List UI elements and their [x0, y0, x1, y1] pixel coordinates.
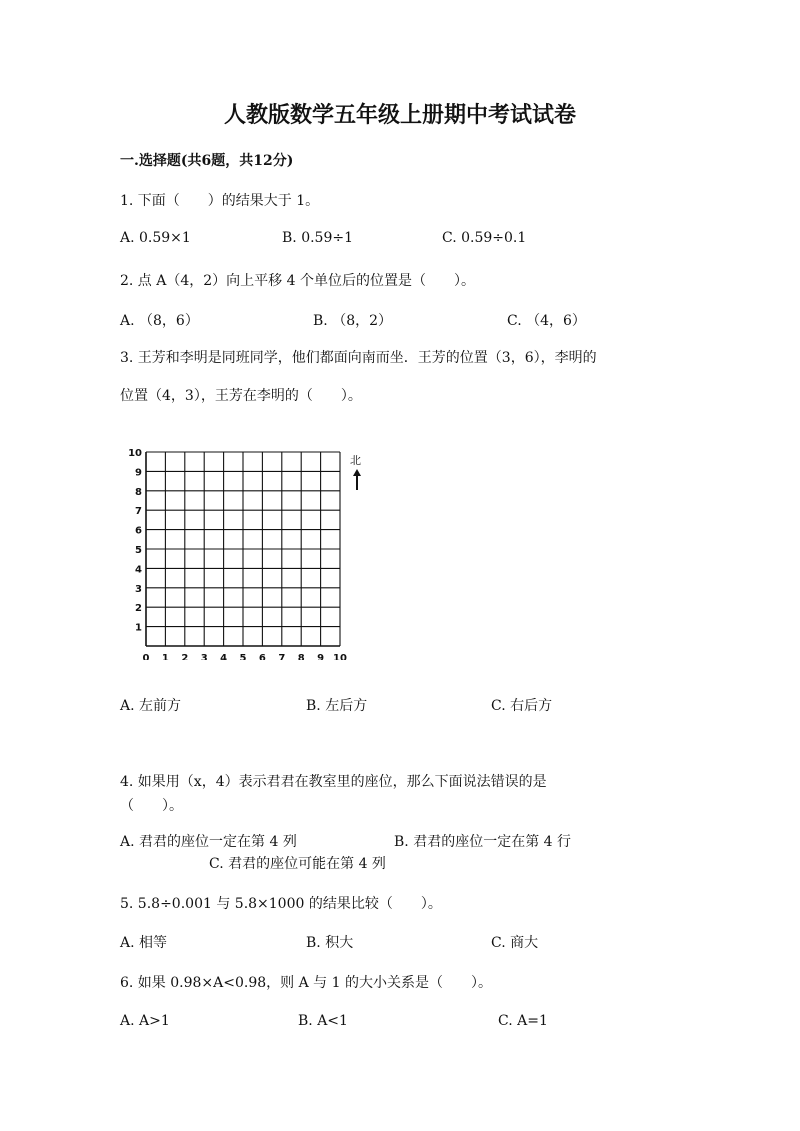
coordinate-grid: [120, 440, 380, 660]
question-6: 6. 如果 0.98×A<0.98，则 A 与 1 的大小关系是（ ）。: [120, 975, 492, 991]
section-heading: 一.选择题(共6题，共12分): [120, 153, 294, 169]
y-tick-label: 10: [128, 448, 142, 459]
q3-option-a[interactable]: A. 左前方: [120, 698, 182, 714]
q6-option-c[interactable]: C. A=1: [498, 1013, 548, 1029]
question-3-line-2: 位置（4，3），王芳在李明的（ ）。: [120, 388, 362, 404]
q4-option-a[interactable]: A. 君君的座位一定在第 4 列: [120, 834, 297, 850]
x-tick-label: 7: [278, 653, 286, 660]
y-tick-label: 9: [135, 467, 142, 479]
q2-option-c[interactable]: C. （4，6）: [507, 313, 586, 329]
q5-option-a[interactable]: A. 相等: [120, 935, 168, 951]
question-3-line-1: 3. 王芳和李明是同班同学，他们都面向南而坐．王芳的位置（3，6），李明的: [120, 350, 597, 366]
q2-option-b[interactable]: B. （8，2）: [313, 313, 393, 329]
grid-lines: [146, 452, 340, 646]
q3-option-c[interactable]: C. 右后方: [491, 698, 553, 714]
x-tick-label: 9: [317, 653, 325, 660]
y-tick-label: 8: [135, 486, 142, 498]
x-tick-label: 10: [333, 653, 347, 660]
q5-option-c[interactable]: C. 商大: [491, 935, 539, 951]
x-tick-label: 0: [142, 653, 150, 660]
y-tick-label: 3: [135, 583, 142, 595]
x-tick-label: 8: [297, 653, 305, 660]
question-1: 1. 下面（ ）的结果大于 1。: [120, 193, 320, 209]
x-tick-label: 2: [181, 653, 189, 660]
q6-option-a[interactable]: A. A>1: [120, 1013, 170, 1029]
y-tick-label: 5: [135, 545, 142, 556]
q4-option-c[interactable]: C. 君君的座位可能在第 4 列: [209, 856, 386, 872]
q2-option-a[interactable]: A. （8，6）: [120, 313, 199, 329]
x-tick-label: 3: [200, 653, 208, 660]
question-4-line-1: 4. 如果用（x，4）表示君君在教室里的座位，那么下面说法错误的是: [120, 774, 547, 790]
q3-option-b[interactable]: B. 左后方: [306, 698, 368, 714]
x-tick-label: 5: [239, 653, 247, 660]
q5-option-b[interactable]: B. 积大: [306, 935, 354, 951]
question-2: 2. 点 A（4，2）向上平移 4 个单位后的位置是（ ）。: [120, 273, 475, 289]
page-title: 人教版数学五年级上册期中考试试卷: [223, 102, 576, 128]
q1-option-a[interactable]: A. 0.59×1: [120, 230, 191, 246]
y-tick-label: 1: [135, 622, 142, 634]
q1-option-c[interactable]: C. 0.59÷0.1: [442, 230, 527, 246]
y-tick-label: 6: [135, 525, 142, 537]
q6-option-b[interactable]: B. A<1: [298, 1013, 348, 1029]
north-arrow-icon: [353, 469, 361, 490]
grid-labels: [128, 448, 347, 660]
question-4-line-2: （ ）。: [120, 798, 183, 814]
north-label: 北: [350, 454, 361, 467]
question-5: 5. 5.8÷0.001 与 5.8×1000 的结果比较（ ）。: [120, 896, 442, 912]
x-tick-label: 6: [258, 653, 266, 660]
x-tick-label: 1: [161, 653, 169, 660]
y-tick-label: 4: [135, 564, 142, 576]
y-tick-label: 7: [135, 506, 142, 518]
y-tick-label: 2: [135, 603, 142, 615]
q1-option-b[interactable]: B. 0.59÷1: [282, 230, 353, 246]
q4-option-b[interactable]: B. 君君的座位一定在第 4 行: [394, 834, 571, 850]
x-tick-label: 4: [220, 653, 228, 660]
